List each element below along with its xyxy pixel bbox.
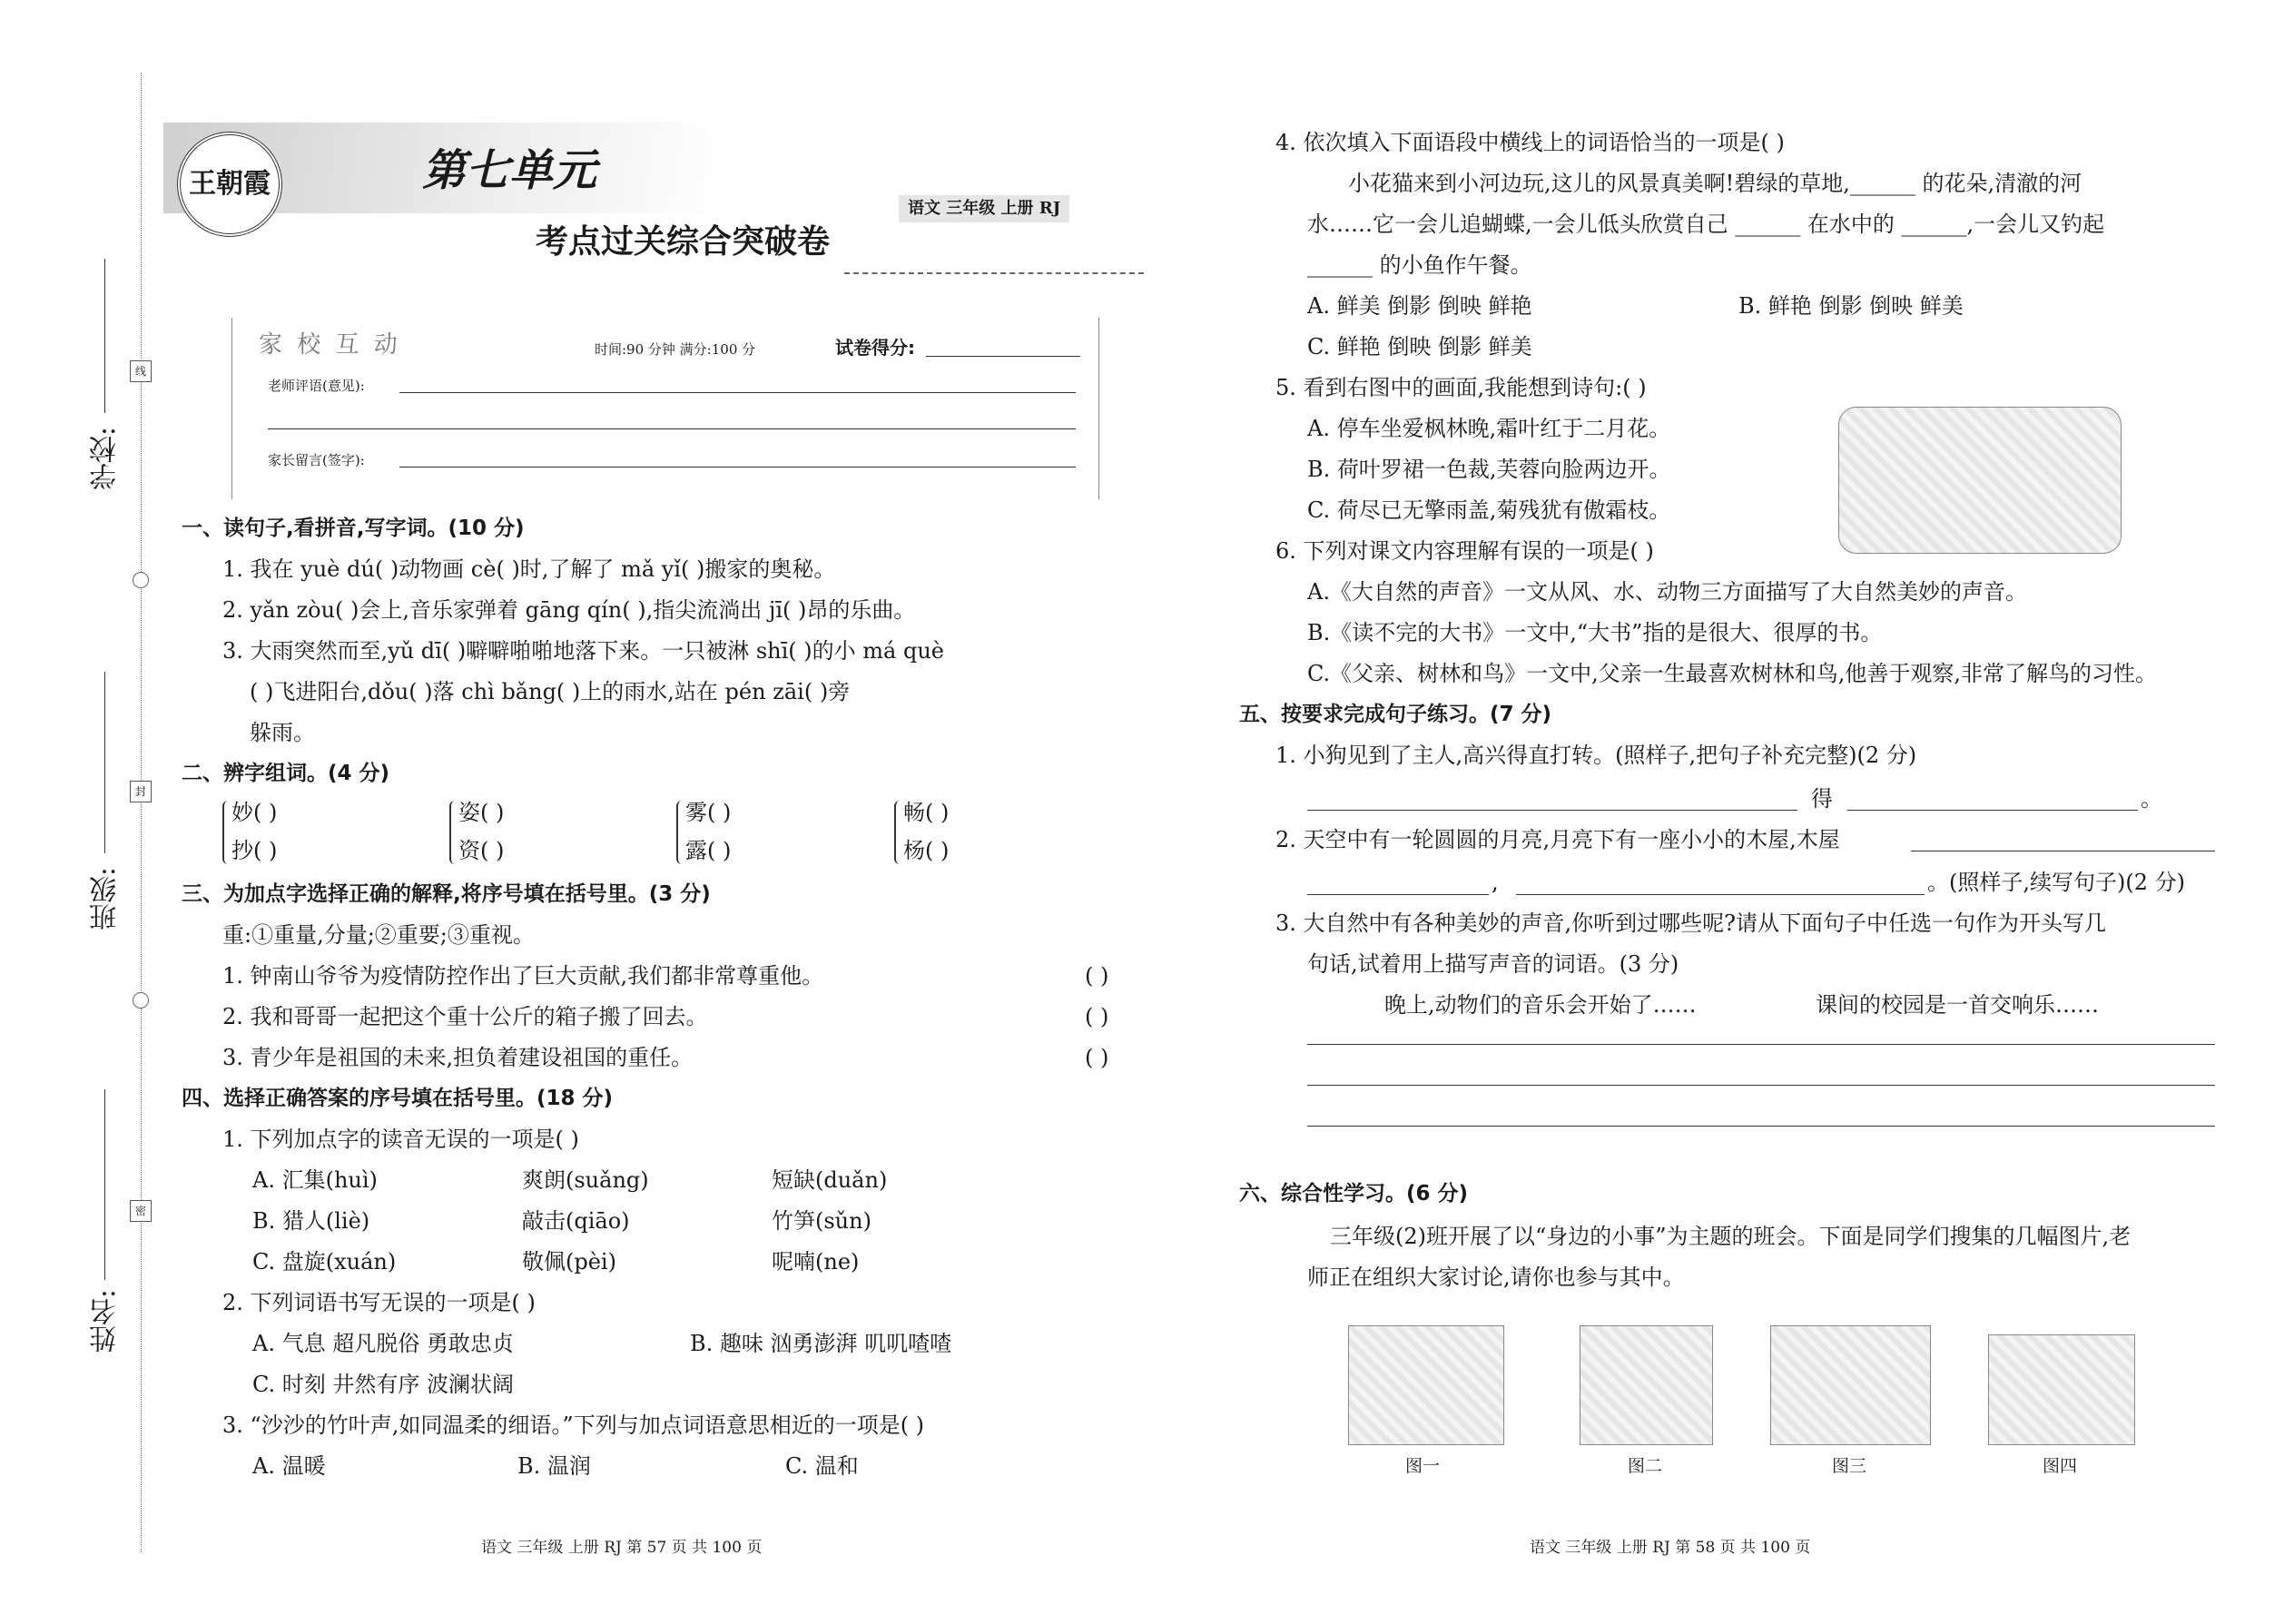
s5-q2-comma: , bbox=[1492, 870, 1499, 895]
s4-q1-opt: C. 盘旋(xuán) bbox=[252, 1249, 397, 1275]
s1-line-5: 躲雨。 bbox=[250, 720, 315, 745]
logo-text: 王朝霞 bbox=[189, 168, 271, 200]
r-q5-c: C. 荷尽已无擎雨盖,菊残犹有傲霜枝。 bbox=[1307, 497, 1671, 523]
s5-q2: 2. 天空中有一轮圆圆的月亮,月亮下有一座小小的木屋,木屋 bbox=[1275, 827, 1840, 852]
s4-q1-opt: 敲击(qiāo) bbox=[522, 1208, 630, 1234]
r-q4: 4. 依次填入下面语段中横线上的词语恰当的一项是( ) bbox=[1275, 130, 1785, 155]
answer-line[interactable] bbox=[1307, 1126, 2215, 1127]
pair-4a: 畅( ) bbox=[903, 800, 950, 825]
answer-line[interactable] bbox=[1307, 1085, 2215, 1086]
pair-3b: 露( ) bbox=[685, 838, 732, 863]
binding-line bbox=[141, 73, 142, 1552]
home-school-label: 家 校 互 动 bbox=[259, 331, 401, 359]
s5-q2-tail: 。(照样子,续写句子)(2 分) bbox=[1927, 870, 2185, 895]
s6-para-2: 师正在组织大家讨论,请你也参与其中。 bbox=[1307, 1265, 1685, 1290]
pair-2a: 姿( ) bbox=[458, 800, 505, 825]
s4-q2-b: B. 趣味 汹勇澎湃 叽叽喳喳 bbox=[690, 1331, 952, 1356]
figure-4-caption: 图四 bbox=[2043, 1456, 2078, 1476]
s4-q1-opt: 敬佩(pèi) bbox=[522, 1249, 616, 1275]
s6-para-1: 三年级(2)班开展了以“身边的小事”为主题的班会。下面是同学们搜集的几幅图片,老 bbox=[1330, 1224, 2132, 1249]
pair-4b: 杨( ) bbox=[903, 838, 950, 863]
r-q4-para-3: ______ 的小鱼作午餐。 bbox=[1307, 252, 1532, 278]
s1-line-1: 1. 我在 yuè dú( )动物画 cè( )时,了解了 mǎ yǐ( )搬家的奥秘。 bbox=[222, 556, 836, 582]
s4-q1-opt: 呢喃(ne) bbox=[772, 1249, 860, 1275]
r-q4-para-2: 水……它一会儿追蝴蝶,一会儿低头欣赏自己 ______ 在水中的 ______,一会儿又钓起 bbox=[1307, 212, 2105, 237]
parent-comment-field[interactable] bbox=[399, 467, 1076, 468]
unit-title: 第七单元 bbox=[422, 145, 597, 196]
r-q5-a: A. 停车坐爱枫林晚,霜叶红于二月花。 bbox=[1307, 416, 1671, 441]
s4-q2-c: C. 时刻 井然有序 波澜状阔 bbox=[252, 1372, 515, 1397]
pair-3a: 雾( ) bbox=[685, 800, 732, 825]
brace bbox=[676, 801, 685, 864]
s5-q3-b: 句话,试着用上描写声音的词语。(3 分) bbox=[1307, 951, 1679, 977]
figure-2-helping bbox=[1580, 1325, 1713, 1445]
r-q4-a: A. 鲜美 倒影 倒映 鲜艳 bbox=[1307, 293, 1532, 319]
teacher-comment-label: 老师评语(意见): bbox=[268, 378, 365, 394]
seal-mark-line: 线 bbox=[130, 360, 152, 382]
name-label: 姓名: bbox=[90, 1289, 122, 1353]
s1-line-4: ( )飞进阳台,dǒu( )落 chì bǎng( )上的雨水,站在 pén zāi( )旁 bbox=[250, 679, 851, 704]
figure-2-caption: 图二 bbox=[1628, 1456, 1663, 1476]
score-field[interactable] bbox=[926, 356, 1080, 357]
brace bbox=[222, 801, 231, 864]
s4-q1-opt: 竹笋(sǔn) bbox=[772, 1208, 871, 1234]
subject-meta: 语文 三年级 上册 RJ bbox=[899, 195, 1069, 222]
s4-q3-a: A. 温暖 bbox=[252, 1453, 326, 1479]
teacher-comment-field[interactable] bbox=[399, 392, 1076, 393]
binding-hole-icon bbox=[133, 992, 149, 1009]
s4-q1-opt: 短缺(duǎn) bbox=[772, 1167, 888, 1193]
brace bbox=[894, 801, 903, 864]
s4-q3-b: B. 温润 bbox=[517, 1453, 591, 1479]
pair-1a: 妙( ) bbox=[231, 800, 278, 825]
section-2-title: 二、辨字组词。(4 分) bbox=[182, 762, 390, 785]
s5-q1-blank-2[interactable] bbox=[1847, 810, 2138, 811]
s1-line-3: 3. 大雨突然而至,yǔ dī( )噼噼啪啪地落下来。一只被淋 shī( )的小 má què bbox=[222, 638, 944, 664]
section-1-title: 一、读句子,看拼音,写字词。(10 分) bbox=[182, 517, 525, 540]
s4-q1-opt: 爽朗(suǎng) bbox=[522, 1167, 649, 1193]
seal-mark-secret: 密 bbox=[130, 1200, 152, 1222]
r-q6-a: A.《大自然的声音》一文从风、水、动物三方面描写了大自然美妙的声音。 bbox=[1307, 579, 2027, 605]
s3-hint: 重:①重量,分量;②重要;③重视。 bbox=[222, 922, 535, 948]
school-label: 学校: bbox=[90, 427, 122, 491]
class-field[interactable] bbox=[104, 672, 105, 853]
s5-q1: 1. 小狗见到了主人,高兴得直打转。(照样子,把句子补充完整)(2 分) bbox=[1275, 743, 1917, 768]
school-field[interactable] bbox=[104, 259, 105, 413]
answer-line[interactable] bbox=[1307, 1044, 2215, 1045]
section-5-title: 五、按要求完成句子练习。(7 分) bbox=[1239, 703, 1552, 726]
s5-q3-option-2: 课间的校园是一首交响乐…… bbox=[1816, 992, 2099, 1018]
exam-title: 考点过关综合突破卷 bbox=[536, 223, 831, 261]
right-page-footer: 语文 三年级 上册 RJ 第 58 页 共 100 页 bbox=[1530, 1539, 1811, 1557]
section-6-title: 六、综合性学习。(6 分) bbox=[1239, 1182, 1469, 1206]
figure-3-crossing bbox=[1770, 1325, 1931, 1445]
s4-q3: 3. “沙沙的竹叶声,如同温柔的细语。”下列与加点词语意思相近的一项是( ) bbox=[222, 1412, 925, 1438]
lotus-illustration bbox=[1838, 407, 2122, 554]
figure-1-umbrella bbox=[1348, 1325, 1504, 1445]
box-line-right bbox=[1098, 318, 1099, 499]
pair-2b: 资( ) bbox=[458, 838, 505, 863]
figure-1-caption: 图一 bbox=[1405, 1456, 1441, 1476]
section-3-title: 三、为加点字选择正确的解释,将序号填在括号里。(3 分) bbox=[182, 882, 711, 906]
s3-item-2: 2. 我和哥哥一起把这个重十公斤的箱子搬了回去。 bbox=[222, 1004, 708, 1029]
section-4-title: 四、选择正确答案的序号填在括号里。(18 分) bbox=[182, 1087, 614, 1110]
r-q6-b: B.《读不完的大书》一文中,“大书”指的是很大、很厚的书。 bbox=[1307, 620, 1883, 645]
pair-1b: 抄( ) bbox=[231, 838, 278, 863]
s4-q2-a: A. 气息 超凡脱俗 勇敢忠贞 bbox=[252, 1331, 514, 1356]
s5-q1-blank-1[interactable] bbox=[1307, 810, 1797, 811]
s3-answer-3[interactable]: ( ) bbox=[1085, 1045, 1109, 1070]
s4-q1-opt: A. 汇集(huì) bbox=[252, 1167, 378, 1193]
brace bbox=[449, 801, 458, 864]
r-q4-c: C. 鲜艳 倒映 倒影 鲜美 bbox=[1307, 334, 1532, 359]
binding-hole-icon bbox=[133, 572, 149, 588]
r-q5-b: B. 荷叶罗裙一色裁,芙蓉向脸两边开。 bbox=[1307, 457, 1671, 482]
s5-q3-a: 3. 大自然中有各种美妙的声音,你听到过哪些呢?请从下面句子中任选一句作为开头写几 bbox=[1275, 910, 2107, 936]
s4-q1-opt: B. 猎人(liè) bbox=[252, 1208, 370, 1234]
figure-3-caption: 图三 bbox=[1832, 1456, 1867, 1476]
r-q4-para-1: 小花猫来到小河边玩,这儿的风景真美啊!碧绿的草地,______ 的花朵,清澈的河 bbox=[1348, 171, 2082, 196]
s3-item-1: 1. 钟南山爷爷为疫情防控作出了巨大贡献,我们都非常尊重他。 bbox=[222, 963, 824, 989]
s3-item-3: 3. 青少年是祖国的未来,担负着建设祖国的重任。 bbox=[222, 1045, 694, 1070]
figure-4-computer bbox=[1988, 1334, 2135, 1445]
s3-answer-1[interactable]: ( ) bbox=[1085, 963, 1109, 989]
teacher-comment-field-2[interactable] bbox=[268, 428, 1076, 429]
s5-q1-de: 得 bbox=[1811, 786, 1833, 812]
time-info: 时间:90 分钟 满分:100 分 bbox=[595, 341, 756, 358]
header-dashed-line bbox=[844, 272, 1144, 274]
box-line-left bbox=[231, 318, 232, 499]
class-label: 班级: bbox=[90, 867, 122, 931]
logo-seal bbox=[177, 132, 282, 237]
s4-q2: 2. 下列词语书写无误的一项是( ) bbox=[222, 1290, 536, 1315]
s5-q2-blank-2[interactable] bbox=[1307, 894, 1489, 895]
left-page-footer: 语文 三年级 上册 RJ 第 57 页 共 100 页 bbox=[481, 1539, 763, 1557]
seal-mark-seal: 封 bbox=[130, 781, 152, 802]
r-q6: 6. 下列对课文内容理解有误的一项是( ) bbox=[1275, 538, 1654, 564]
r-q5: 5. 看到右图中的画面,我能想到诗句:( ) bbox=[1275, 375, 1647, 400]
s4-q3-c: C. 温和 bbox=[785, 1453, 859, 1479]
parent-comment-label: 家长留言(签字): bbox=[268, 452, 365, 468]
s5-q1-period: 。 bbox=[2141, 786, 2162, 812]
r-q4-b: B. 鲜艳 倒影 倒映 鲜美 bbox=[1738, 293, 1964, 319]
s4-q1: 1. 下列加点字的读音无误的一项是( ) bbox=[222, 1127, 579, 1152]
r-q6-c: C.《父亲、树林和鸟》一文中,父亲一生最喜欢树林和鸟,他善于观察,非常了解鸟的习性。 bbox=[1307, 661, 2158, 686]
name-field[interactable] bbox=[104, 1089, 105, 1280]
s5-q2-blank-3[interactable] bbox=[1516, 894, 1925, 895]
s5-q3-option-1: 晚上,动物们的音乐会开始了…… bbox=[1384, 992, 1697, 1018]
score-label: 试卷得分: bbox=[835, 337, 915, 359]
s1-line-2: 2. yǎn zòu( )会上,音乐家弹着 gāng qín( ),指尖流淌出 jī( )昂的乐曲。 bbox=[222, 597, 916, 623]
s3-answer-2[interactable]: ( ) bbox=[1085, 1004, 1109, 1029]
